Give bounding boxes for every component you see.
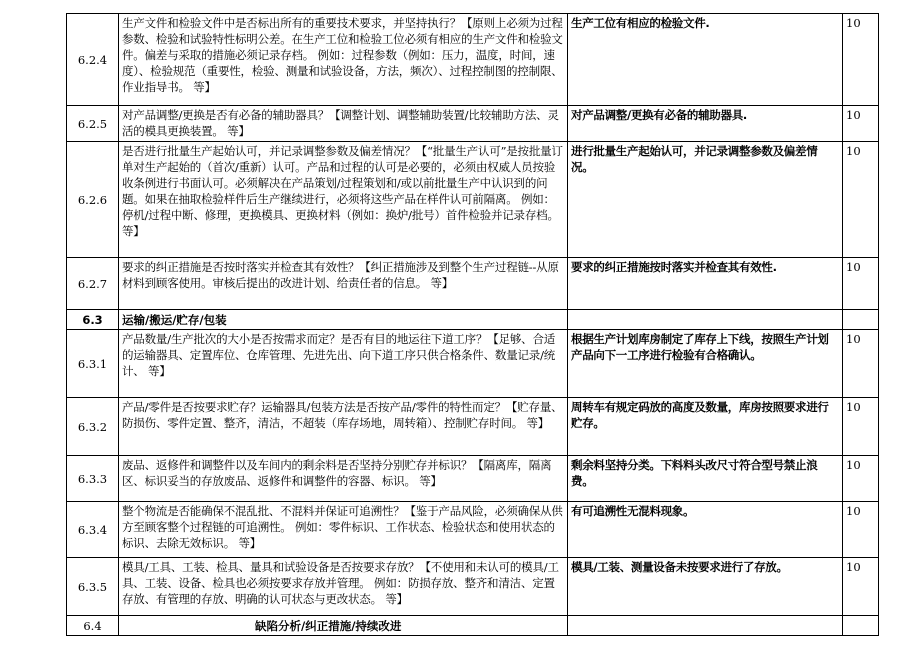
audit-result: 进行批量生产起始认可，并记录调整参数及偏差情况。 (568, 142, 843, 258)
audit-result: 对产品调整/更换有必备的辅助器具. (568, 106, 843, 142)
item-number: 6.3.2 (67, 398, 119, 456)
item-number: 6.3.1 (67, 330, 119, 398)
audit-result: 生产工位有相应的检验文件. (568, 14, 843, 106)
audit-result: 有可追溯性无混料现象。 (568, 502, 843, 558)
score-value: 10 (843, 106, 879, 142)
score-value: 10 (843, 14, 879, 106)
section-number: 6.3 (67, 310, 119, 330)
item-number: 6.2.7 (67, 258, 119, 310)
item-number: 6.2.6 (67, 142, 119, 258)
requirement-text: 整个物流是否能确保不混乱批、不混料并保证可追溯性？【鉴于产品风险，必须确保从供方至顾客整个过程链的可追溯性。 例如：零件标识、工作状态、检验状态和使用状态的标识、去除无效标识。 等】 (119, 502, 568, 558)
audit-result: 根据生产计划库房制定了库存上下线，按照生产计划产品向下一工序进行检验有合格确认。 (568, 330, 843, 398)
item-number: 6.3.4 (67, 502, 119, 558)
table-row (67, 558, 879, 616)
audit-table (66, 13, 879, 636)
section-title: 运输/搬运/贮存/包装 (119, 310, 568, 330)
table-row (67, 398, 879, 456)
score-value: 10 (843, 330, 879, 398)
requirement-text: 产品数量/生产批次的大小是否按需求而定？是否有目的地运往下道工序？【足够、合适的运输器具、定置库位、仓库管理、先进先出、向下道工序只供合格条件、数量记录/统计、 等】 (119, 330, 568, 398)
audit-result: 模具/工装、测量设备未按要求进行了存放。 (568, 558, 843, 616)
requirement-text: 对产品调整/更换是否有必备的辅助器具？【调整计划、调整辅助装置/比较辅助方法、灵活的模具更换装置。 等】 (119, 106, 568, 142)
section-row (67, 616, 879, 636)
table-row (67, 142, 879, 258)
item-number: 6.3.3 (67, 456, 119, 502)
score-value: 10 (843, 558, 879, 616)
table-row (67, 330, 879, 398)
item-number: 6.2.4 (67, 14, 119, 106)
table-row (67, 106, 879, 142)
score-value: 10 (843, 502, 879, 558)
empty-cell (568, 616, 843, 636)
section-number: 6.4 (67, 616, 119, 636)
requirement-text: 废品、返修件和调整件以及车间内的剩余料是否坚持分别贮存并标识？【隔离库，隔离区、标识妥当的存放废品、返修件和调整件的容器、标识。 等】 (119, 456, 568, 502)
audit-result: 周转车有规定码放的高度及数量，库房按照要求进行贮存。 (568, 398, 843, 456)
item-number: 6.2.5 (67, 106, 119, 142)
empty-cell (568, 310, 843, 330)
empty-cell (843, 616, 879, 636)
audit-result: 要求的纠正措施按时落实并检查其有效性. (568, 258, 843, 310)
requirement-text: 模具/工具、工装、检具、量具和试验设备是否按要求存放？【不使用和未认可的模具/工具、工装、设备、检具也必须按要求存放并管理。 例如：防损存放、整齐和清洁、定置存放、有管理的存放、明确的认可状态与更改状态。 等】 (119, 558, 568, 616)
requirement-text: 生产文件和检验文件中是否标出所有的重要技术要求，并坚持执行？【原则上必须为过程参数、检验和试验特性标明公差。在生产工位和检验工位必须有相应的生产文件和检验文件。偏差与采取的措施必须记录存档。 例如：过程参数（例如：压力，温度，时间，速度）、检验规范（重要性，检验、测量和试验设备，方法，频次）、过程控制图的控制限、作业指导书。 等】 (119, 14, 568, 106)
score-value: 10 (843, 142, 879, 258)
empty-cell (843, 310, 879, 330)
audit-result: 剩余料坚持分类。下料料头改尺寸符合型号禁止浪费。 (568, 456, 843, 502)
table-row (67, 14, 879, 106)
item-number: 6.3.5 (67, 558, 119, 616)
table-row (67, 502, 879, 558)
section-title: 缺陷分析/纠正措施/持续改进 (119, 616, 568, 636)
table-row (67, 258, 879, 310)
score-value: 10 (843, 456, 879, 502)
section-row (67, 310, 879, 330)
score-value: 10 (843, 258, 879, 310)
table-row (67, 456, 879, 502)
requirement-text: 要求的纠正措施是否按时落实并检查其有效性？【纠正措施涉及到整个生产过程链--从原材料到顾客使用。审核后提出的改进计划、给责任者的信息。 等】 (119, 258, 568, 310)
requirement-text: 产品/零件是否按要求贮存？运输器具/包装方法是否按产品/零件的特性而定？【贮存量、防损伤、零件定置、整齐，清洁，不超装（库存场地，周转箱）、控制贮存时间。 等】 (119, 398, 568, 456)
requirement-text: 是否进行批量生产起始认可，并记录调整参数及偏差情况？【“批量生产认可”是按批量订单对生产起始的（首次/重新）认可。产品和过程的认可是必要的，必须由权威人员按验收条例进行书面认可。必须解决在产品策划/过程策划和/或以前批量生产中认识到的问题。如果在抽取检验样件后生产继续进行，必须将这些产品在样件认可前隔离。 例如：停机/过程中断、修理，更换模具、更换材料（例如：换炉/批号）首件检验并记录存档。 等】 (119, 142, 568, 258)
score-value: 10 (843, 398, 879, 456)
